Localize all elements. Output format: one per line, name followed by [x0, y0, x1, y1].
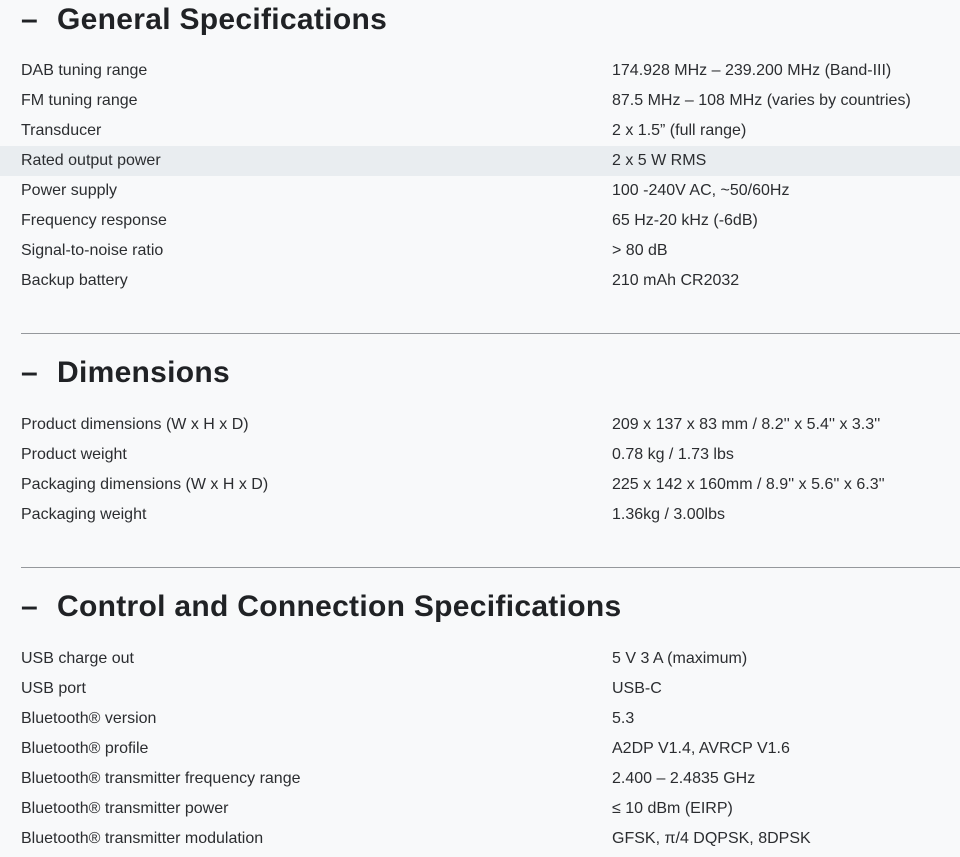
spec-label: Bluetooth® profile: [21, 740, 149, 757]
section-title: Dimensions: [57, 356, 231, 389]
spec-label: USB port: [21, 680, 86, 697]
spec-rows: [0, 56, 960, 296]
section-dimensions: [0, 357, 960, 530]
spec-row-fm-tuning-range: [0, 86, 960, 116]
spec-value: 5.3: [612, 710, 635, 727]
spec-label: USB charge out: [21, 650, 134, 667]
spec-row-bluetooth-version: [0, 704, 960, 734]
spec-label: Bluetooth® transmitter modulation: [21, 830, 264, 847]
spec-rows: [0, 644, 960, 854]
spec-label: Packaging dimensions (W x H x D): [21, 476, 269, 493]
spec-value: 174.928 MHz – 239.200 MHz (Band-III): [612, 62, 892, 79]
spec-value: 0.78 kg / 1.73 lbs: [612, 446, 734, 463]
section-control-and-connection: [0, 591, 960, 854]
spec-value: 210 mAh CR2032: [612, 272, 740, 289]
spec-label: Product dimensions (W x H x D): [21, 416, 249, 433]
spec-row-usb-port: [0, 674, 960, 704]
spec-row-bt-transmitter-modulation: [0, 824, 960, 854]
section-heading: [0, 357, 960, 389]
dash-bullet: –: [21, 356, 38, 389]
spec-value: ≤ 10 dBm (EIRP): [612, 800, 733, 817]
spec-row-product-weight: [0, 440, 960, 470]
spec-label: DAB tuning range: [21, 62, 148, 79]
spec-label: Backup battery: [21, 272, 128, 289]
spec-row-power-supply: [0, 176, 960, 206]
spec-row-bt-transmitter-frequency-range: [0, 764, 960, 794]
spec-label: Power supply: [21, 182, 118, 199]
spec-label: Bluetooth® transmitter power: [21, 800, 229, 817]
spec-row-usb-charge-out: [0, 644, 960, 674]
spec-row-signal-to-noise-ratio: [0, 236, 960, 266]
spec-row-backup-battery: [0, 266, 960, 296]
spec-value: USB-C: [612, 680, 662, 697]
section-title: Control and Connection Specifications: [57, 590, 622, 623]
spec-value: 2 x 1.5” (full range): [612, 122, 747, 139]
section-general-specifications: [0, 0, 960, 296]
spec-label: Packaging weight: [21, 506, 147, 523]
section-heading: [0, 591, 960, 623]
spec-row-transducer: [0, 116, 960, 146]
spec-row-packaging-weight: [0, 500, 960, 530]
section-heading: [0, 0, 960, 36]
spec-value: 1.36kg / 3.00lbs: [612, 506, 725, 523]
spec-value: > 80 dB: [612, 242, 668, 259]
spec-row-dab-tuning-range: [0, 56, 960, 86]
spec-value: 65 Hz-20 kHz (-6dB): [612, 212, 758, 229]
dash-bullet: –: [21, 3, 38, 36]
spec-value: 87.5 MHz – 108 MHz (varies by countries): [612, 92, 911, 109]
spec-row-bt-transmitter-power: [0, 794, 960, 824]
spec-value: 209 x 137 x 83 mm / 8.2'' x 5.4'' x 3.3'': [612, 416, 881, 433]
spec-row-product-dimensions: [0, 410, 960, 440]
spec-label: Bluetooth® version: [21, 710, 157, 727]
spec-row-frequency-response: [0, 206, 960, 236]
spec-label: Product weight: [21, 446, 127, 463]
spec-label: Signal-to-noise ratio: [21, 242, 164, 259]
spec-value: GFSK, π/4 DQPSK, 8DPSK: [612, 830, 811, 847]
section-divider: [21, 567, 960, 568]
spec-value: 5 V 3 A (maximum): [612, 650, 748, 667]
spec-value: 225 x 142 x 160mm / 8.9'' x 5.6'' x 6.3'': [612, 476, 885, 493]
spec-value: 2 x 5 W RMS: [612, 152, 707, 169]
dash-bullet: –: [21, 590, 38, 623]
spec-value: A2DP V1.4, AVRCP V1.6: [612, 740, 790, 757]
spec-label: Bluetooth® transmitter frequency range: [21, 770, 301, 787]
section-title: General Specifications: [57, 3, 388, 36]
spec-row-rated-output-power: [0, 146, 960, 176]
spec-label: FM tuning range: [21, 92, 138, 109]
spec-row-bluetooth-profile: [0, 734, 960, 764]
spec-label: Rated output power: [21, 152, 161, 169]
spec-value: 100 -240V AC, ~50/60Hz: [612, 182, 790, 199]
spec-label: Transducer: [21, 122, 102, 139]
spec-rows: [0, 410, 960, 530]
section-divider: [21, 333, 960, 334]
spec-row-packaging-dimensions: [0, 470, 960, 500]
spec-label: Frequency response: [21, 212, 167, 229]
spec-value: 2.400 – 2.4835 GHz: [612, 770, 756, 787]
